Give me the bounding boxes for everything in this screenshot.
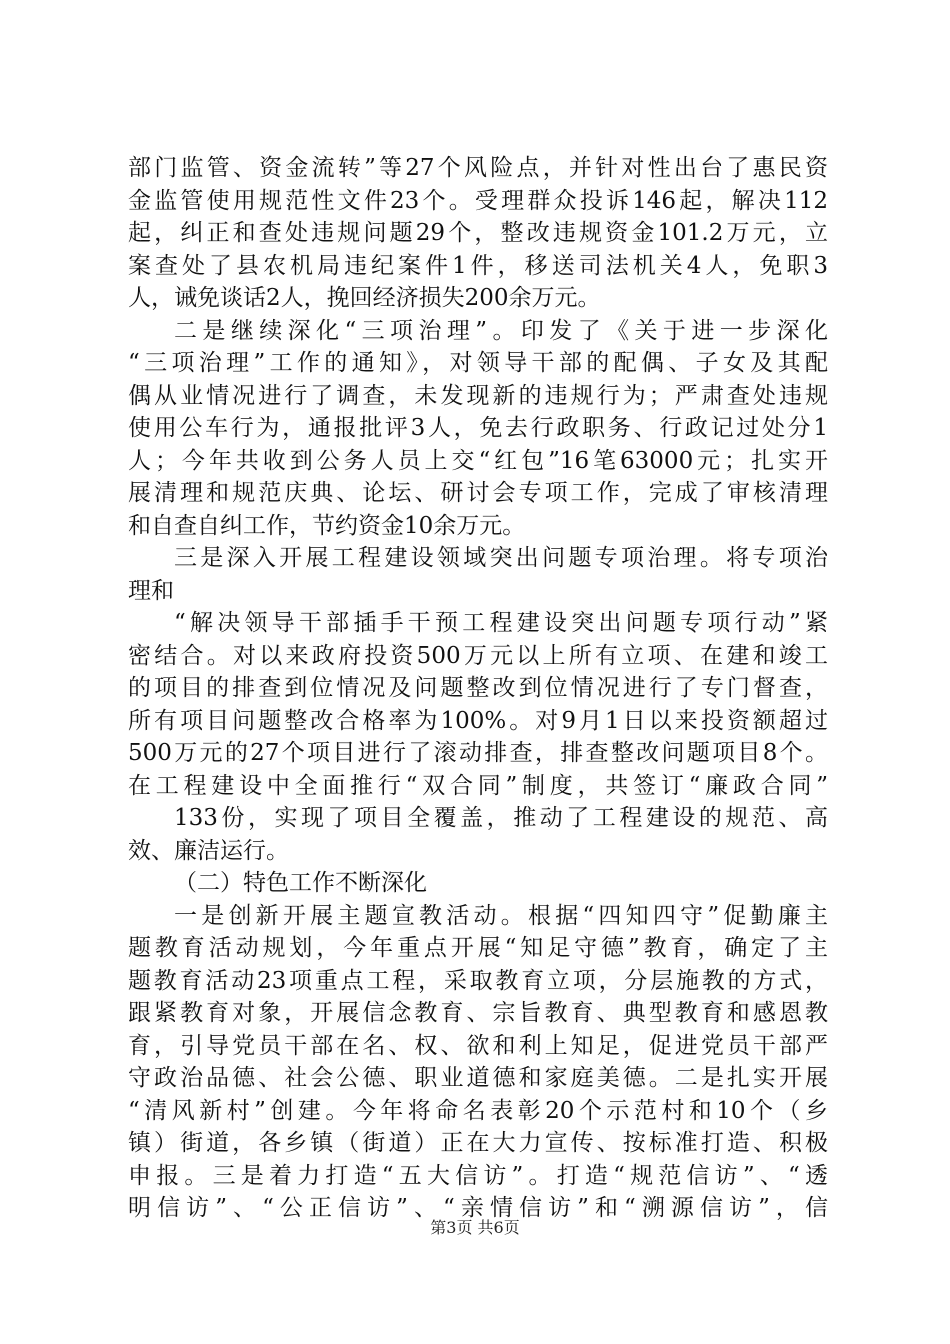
text-line: 效、廉洁运行。 [128,837,289,864]
text-line: 起，纠正和查处违规问题29个，整改违规资金101.2万元，立 [128,220,828,246]
text-line: 偶从业情况进行了调查，未发现新的违规行为；严肃查处违规 [128,382,828,409]
text-line: 人；今年共收到公务人员上交“红包”16笔63000元；扎实开 [128,447,828,474]
text-line: 的项目的排查到位情况及问题整改到位情况进行了专门督查， [128,675,828,701]
text-line: 案查处了县农机局违纪案件1件，移送司法机关4人，免职3 [128,252,828,279]
text-line: 育，引导党员干部在名、权、欲和利上知足，促进党员干部严 [128,1032,828,1059]
text-line: 使用公车行为，通报批评3人，免去行政职务、行政记过处分1 [128,415,828,441]
text-line: 和自查自纠工作，节约资金10余万元。 [128,512,526,539]
text-line: 500万元的27个项目进行了滚动排查，排查整改问题项目8个。 [128,740,828,766]
text-line: 133份，实现了项目全覆盖，推动了工程建设的规范、高 [174,805,828,831]
text-line: 二是继续深化“三项治理”。印发了《关于进一步深化 [174,317,828,344]
text-line: 理和 [128,577,174,604]
text-line: 申报。三是着力打造“五大信访”。打造“规范信访”、“透 [128,1162,828,1189]
text-line: 题教育活动规划，今年重点开展“知足守德”教育，确定了主 [128,935,828,961]
section-heading: （二）特色工作不断深化 [174,870,427,896]
text-line: 密结合。对以来政府投资500万元以上所有立项、在建和竣工 [128,642,828,669]
text-line: 部门监管、资金流转”等27个风险点，并针对性出台了惠民资 [128,155,828,181]
text-line: 在工程建设中全面推行“双合同”制度，共签订“廉政合同” [128,772,828,799]
text-line: 题教育活动23项重点工程，采取教育立项，分层施教的方式， [128,967,828,994]
text-line: 跟紧教育对象，开展信念教育、宗旨教育、典型教育和感恩教 [128,1000,828,1026]
text-line: 金监管使用规范性文件23个。受理群众投诉146起，解决112 [128,187,828,214]
text-line: 所有项目问题整改合格率为100%。对9月1日以来投资额超过 [128,707,828,734]
text-line: “清风新村”创建。今年将命名表彰20个示范村和10个（乡 [128,1097,828,1124]
text-line: 一是创新开展主题宣教活动。根据“四知四守”促勤廉主 [174,902,828,929]
text-line: 守政治品德、社会公德、职业道德和家庭美德。二是扎实开展 [128,1065,828,1091]
text-line: 明信访”、“公正信访”、“亲情信访”和“溯源信访”，信 [128,1195,828,1221]
text-line: “三项治理”工作的通知》，对领导干部的配偶、子女及其配 [128,350,828,376]
page-number-footer: 第3页 共6页 [430,1218,520,1237]
text-line: 三是深入开展工程建设领域突出问题专项治理。将专项治 [174,545,828,571]
text-line: 展清理和规范庆典、论坛、研讨会专项工作，完成了审核清理 [128,480,828,506]
text-line: 镇）街道，各乡镇（街道）正在大力宣传、按标准打造、积极 [128,1130,828,1156]
text-line: “解决领导干部插手干预工程建设突出问题专项行动”紧 [174,610,828,636]
body-text [128,152,828,1225]
text-line: 人，诫免谈话2人，挽回经济损失200余万元。 [128,285,601,311]
